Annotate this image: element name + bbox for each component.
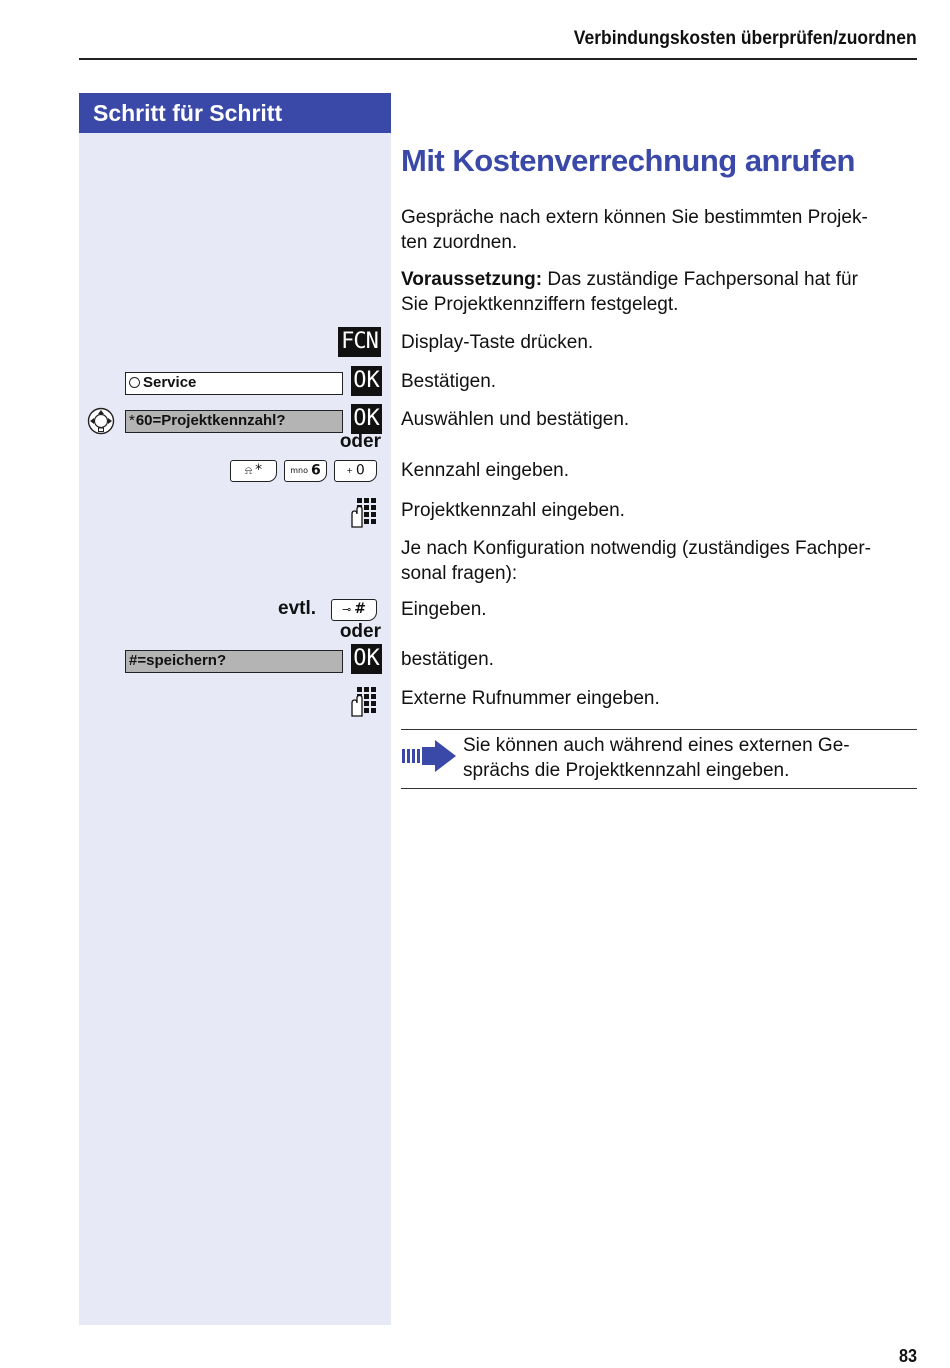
- step-1-text: Display-Taste drücken.: [401, 332, 594, 353]
- page-number: 83: [898, 1346, 917, 1366]
- step-4-text: Kennzahl eingeben.: [401, 460, 569, 481]
- note-text: [463, 734, 913, 783]
- oder-label-2: oder: [339, 621, 381, 642]
- keypad-icon[interactable]: [347, 686, 379, 718]
- star-key[interactable]: [230, 460, 277, 482]
- fcn-key[interactable]: FCN: [338, 327, 381, 357]
- hash-key[interactable]: [331, 599, 377, 621]
- note-line-1: Sie können auch während eines externen Ge-: [463, 735, 850, 756]
- display-speichern[interactable]: [125, 650, 343, 673]
- display-service[interactable]: [125, 372, 343, 395]
- bell-icon: ⍾: [244, 464, 253, 477]
- prerequisite-paragraph: [401, 268, 921, 317]
- step-9-text: Externe Rufnummer eingeben.: [401, 688, 660, 709]
- ok-key-2[interactable]: OK: [351, 404, 382, 434]
- display-projektkennzahl-label: 60=Projektkennzahl?: [135, 412, 286, 429]
- display-projektkennzahl[interactable]: [125, 410, 343, 433]
- intro-line-2: ten zuordnen.: [401, 231, 518, 253]
- keypad-icon[interactable]: [347, 497, 379, 529]
- step-6-line-2: sonal fragen):: [401, 562, 518, 584]
- sidebar: [79, 93, 391, 1325]
- step-5-text: Projektkennzahl eingeben.: [401, 500, 625, 521]
- key-6-letters: mno: [290, 466, 308, 475]
- step-6-paragraph: [401, 537, 921, 586]
- key-0-symbol: +: [346, 466, 353, 475]
- intro-line-1: Gespräche nach extern können Sie bestimmten Projek-: [401, 207, 868, 228]
- header-rule: [79, 58, 917, 60]
- prerequisite-text-1: Das zuständige Fachpersonal hat für: [542, 269, 858, 290]
- oder-label-1: oder: [339, 431, 381, 452]
- ok-key-1[interactable]: OK: [351, 366, 382, 396]
- step-6-line-1: Je nach Konfiguration notwendig (zuständiges Fachper-: [401, 538, 872, 559]
- circle-icon: [129, 377, 140, 388]
- navigation-key-icon[interactable]: [87, 407, 115, 435]
- display-speichern-label: #=speichern?: [129, 652, 227, 669]
- prerequisite-label: Voraussetzung:: [401, 269, 543, 290]
- step-7-text: Eingeben.: [401, 599, 487, 620]
- key-6-label: 6: [311, 462, 321, 479]
- evtl-label: evtl.: [278, 598, 317, 619]
- key-symbol-icon: ⊸: [342, 603, 352, 616]
- key-0-label: 0: [355, 462, 365, 479]
- note-top-rule: [401, 729, 917, 730]
- running-header: Verbindungskosten überprüfen/zuordnen: [574, 28, 917, 49]
- step-3-text: Auswählen und bestätigen.: [401, 409, 630, 430]
- display-service-label: Service: [143, 374, 197, 391]
- step-8-text: bestätigen.: [401, 649, 494, 670]
- step-2-text: Bestätigen.: [401, 371, 497, 392]
- star-key-label: *: [255, 462, 263, 478]
- note-line-2: sprächs die Projektkennzahl eingeben.: [463, 759, 790, 781]
- star-glyph: *: [129, 412, 135, 429]
- key-6[interactable]: [284, 460, 327, 482]
- note-arrow-icon: [401, 739, 457, 773]
- intro-paragraph: [401, 206, 921, 255]
- note-bottom-rule: [401, 788, 917, 789]
- ok-key-3[interactable]: OK: [351, 644, 382, 674]
- prerequisite-text-2: Sie Projektkennziffern festgelegt.: [401, 293, 679, 315]
- sidebar-title: Schritt für Schritt: [79, 93, 391, 133]
- hash-key-label: #: [354, 601, 366, 617]
- page-title: Mit Kostenverrechnung anrufen: [401, 143, 855, 178]
- key-0[interactable]: [334, 460, 377, 482]
